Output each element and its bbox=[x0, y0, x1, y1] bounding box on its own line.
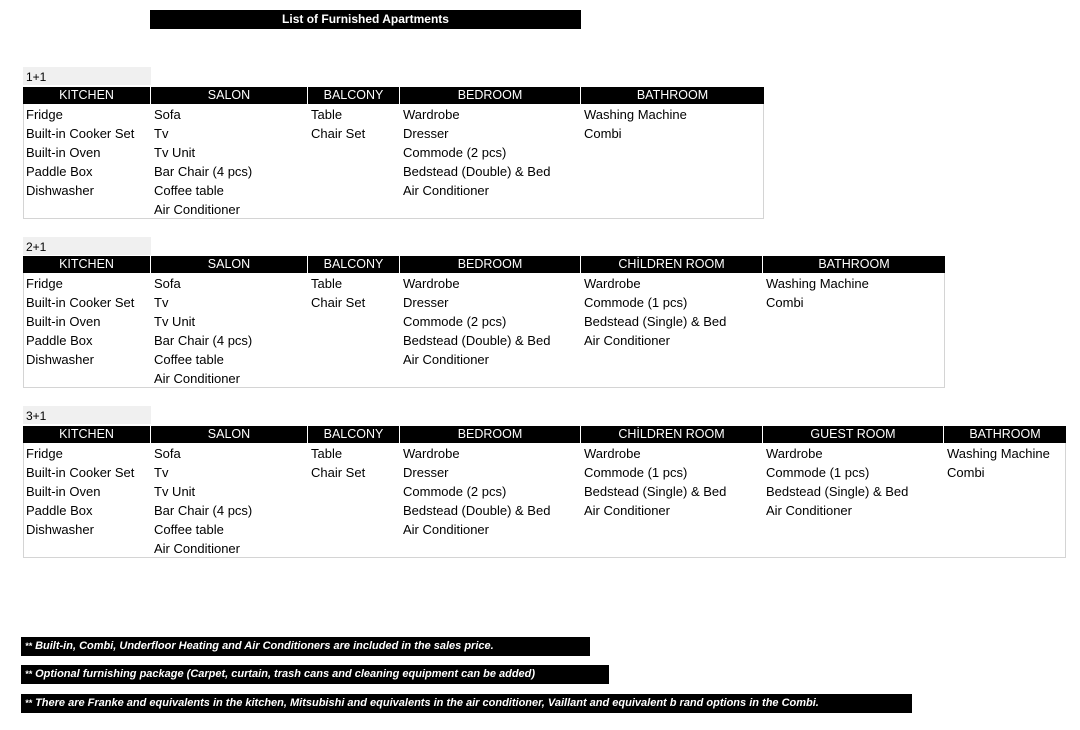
furniture-item: Sofa bbox=[154, 107, 181, 122]
furniture-item: Built-in Cooker Set bbox=[26, 126, 135, 141]
room-column bbox=[151, 256, 308, 388]
furniture-item: Fridge bbox=[26, 276, 63, 291]
room-column bbox=[308, 256, 400, 312]
apartment-table bbox=[23, 87, 764, 219]
furniture-item: Bedstead (Single) & Bed bbox=[584, 484, 727, 499]
apartment-table bbox=[23, 426, 1066, 558]
room-column bbox=[581, 256, 763, 350]
furniture-item: Coffee table bbox=[154, 522, 224, 537]
column-header: BEDROOM bbox=[400, 256, 580, 273]
column-header: KITCHEN bbox=[23, 87, 150, 104]
furniture-item: Air Conditioner bbox=[154, 202, 240, 217]
furniture-item: Paddle Box bbox=[26, 503, 93, 518]
room-column bbox=[151, 87, 308, 219]
furniture-item: Wardrobe bbox=[403, 276, 460, 291]
room-column bbox=[400, 87, 581, 200]
furniture-item: Built-in Oven bbox=[26, 314, 101, 329]
furniture-item: Combi bbox=[584, 126, 622, 141]
furniture-item: Wardrobe bbox=[584, 276, 641, 291]
column-header: KITCHEN bbox=[23, 256, 150, 273]
column-header: GUEST ROOM bbox=[763, 426, 943, 443]
apartment-label: 2+1 bbox=[23, 237, 151, 255]
furniture-item: Paddle Box bbox=[26, 164, 93, 179]
room-column bbox=[23, 256, 151, 369]
room-column bbox=[23, 426, 151, 539]
room-column bbox=[581, 426, 763, 520]
furniture-item: Built-in Oven bbox=[26, 484, 101, 499]
furniture-item: Bar Chair (4 pcs) bbox=[154, 164, 253, 179]
furniture-item: Chair Set bbox=[311, 465, 366, 480]
furniture-item: Table bbox=[311, 276, 343, 291]
furniture-item: Paddle Box bbox=[26, 333, 93, 348]
furniture-item: Bedstead (Single) & Bed bbox=[766, 484, 909, 499]
furniture-item: Built-in Cooker Set bbox=[26, 465, 135, 480]
column-header: BATHROOM bbox=[763, 256, 945, 273]
column-header: CHİLDREN ROOM bbox=[581, 426, 762, 443]
furniture-item: Table bbox=[311, 446, 343, 461]
furniture-item: Built-in Oven bbox=[26, 145, 101, 160]
furniture-item: Commode (2 pcs) bbox=[403, 314, 507, 329]
furniture-item: Dishwasher bbox=[26, 522, 94, 537]
apartment-table bbox=[23, 256, 945, 388]
furniture-item: Bar Chair (4 pcs) bbox=[154, 503, 253, 518]
furniture-item: Dresser bbox=[403, 295, 449, 310]
furniture-item: Tv bbox=[154, 465, 169, 480]
furniture-item: Combi bbox=[947, 465, 985, 480]
furniture-item: Air Conditioner bbox=[154, 541, 240, 556]
column-header: BATHROOM bbox=[581, 87, 764, 104]
furniture-item: Wardrobe bbox=[766, 446, 823, 461]
furniture-item: Chair Set bbox=[311, 126, 366, 141]
furniture-item: Washing Machine bbox=[947, 446, 1050, 461]
furniture-item: Tv Unit bbox=[154, 145, 196, 160]
column-header: SALON bbox=[151, 426, 307, 443]
furniture-item: Bedstead (Double) & Bed bbox=[403, 164, 551, 179]
furniture-item: Bedstead (Double) & Bed bbox=[403, 503, 551, 518]
furniture-item: Wardrobe bbox=[403, 446, 460, 461]
room-column bbox=[763, 256, 945, 312]
furniture-item: Tv bbox=[154, 295, 169, 310]
furniture-item: Tv bbox=[154, 126, 169, 141]
furniture-item: Tv Unit bbox=[154, 484, 196, 499]
room-column bbox=[308, 426, 400, 482]
column-header: BEDROOM bbox=[400, 87, 580, 104]
furniture-item: Wardrobe bbox=[403, 107, 460, 122]
furniture-item: Air Conditioner bbox=[766, 503, 852, 518]
column-header: BALCONY bbox=[308, 256, 399, 273]
column-header: BEDROOM bbox=[400, 426, 580, 443]
furniture-item: Combi bbox=[766, 295, 804, 310]
furniture-item: Air Conditioner bbox=[584, 503, 670, 518]
page-title: List of Furnished Apartments bbox=[150, 10, 581, 29]
furniture-item: Dresser bbox=[403, 465, 449, 480]
column-header: BATHROOM bbox=[944, 426, 1066, 443]
column-header: BALCONY bbox=[308, 426, 399, 443]
column-header: BALCONY bbox=[308, 87, 399, 104]
furniture-item: Coffee table bbox=[154, 352, 224, 367]
room-column bbox=[763, 426, 944, 520]
furniture-item: Dishwasher bbox=[26, 352, 94, 367]
furniture-item: Air Conditioner bbox=[403, 522, 489, 537]
footnote-marker: ** bbox=[25, 641, 33, 651]
furniture-item: Bedstead (Double) & Bed bbox=[403, 333, 551, 348]
column-header: KITCHEN bbox=[23, 426, 150, 443]
furniture-item: Air Conditioner bbox=[154, 371, 240, 386]
footnote-text: Optional furnishing package (Carpet, curtain, trash cans and cleaning equipment can be added) bbox=[35, 668, 536, 680]
furniture-item: Table bbox=[311, 107, 343, 122]
footnote bbox=[21, 694, 912, 713]
room-column bbox=[400, 256, 581, 369]
furniture-item: Air Conditioner bbox=[584, 333, 670, 348]
furniture-item: Commode (1 pcs) bbox=[584, 465, 688, 480]
furniture-item: Washing Machine bbox=[766, 276, 869, 291]
furniture-item: Wardrobe bbox=[584, 446, 641, 461]
footnote-marker: ** bbox=[25, 698, 33, 708]
apartment-label: 1+1 bbox=[23, 67, 151, 85]
column-header: SALON bbox=[151, 256, 307, 273]
room-column bbox=[581, 87, 764, 143]
furniture-item: Air Conditioner bbox=[403, 352, 489, 367]
room-column bbox=[400, 426, 581, 539]
furniture-item: Commode (2 pcs) bbox=[403, 484, 507, 499]
room-column bbox=[23, 87, 151, 200]
furniture-item: Commode (1 pcs) bbox=[766, 465, 870, 480]
furniture-item: Coffee table bbox=[154, 183, 224, 198]
apartment-label: 3+1 bbox=[23, 406, 151, 424]
footnote-text: There are Franke and equivalents in the kitchen, Mitsubishi and equivalents in the air conditioner, Vaillant and equivalent b rand options in the Combi. bbox=[35, 697, 819, 709]
furniture-item: Fridge bbox=[26, 107, 63, 122]
footnote-text: Built-in, Combi, Underfloor Heating and Air Conditioners are included in the sales price. bbox=[35, 640, 494, 652]
furniture-item: Chair Set bbox=[311, 295, 366, 310]
furniture-item: Sofa bbox=[154, 276, 181, 291]
furniture-item: Bedstead (Single) & Bed bbox=[584, 314, 727, 329]
furniture-item: Tv Unit bbox=[154, 314, 196, 329]
footnote bbox=[21, 637, 590, 656]
room-column bbox=[151, 426, 308, 558]
furniture-item: Sofa bbox=[154, 446, 181, 461]
furniture-item: Built-in Cooker Set bbox=[26, 295, 135, 310]
furniture-item: Washing Machine bbox=[584, 107, 687, 122]
furniture-item: Bar Chair (4 pcs) bbox=[154, 333, 253, 348]
room-column bbox=[944, 426, 1066, 482]
room-column bbox=[308, 87, 400, 143]
furniture-item: Commode (2 pcs) bbox=[403, 145, 507, 160]
footnote-marker: ** bbox=[25, 669, 33, 679]
column-header: SALON bbox=[151, 87, 307, 104]
furniture-item: Dresser bbox=[403, 126, 449, 141]
furniture-item: Commode (1 pcs) bbox=[584, 295, 688, 310]
footnote bbox=[21, 665, 609, 684]
furniture-item: Dishwasher bbox=[26, 183, 94, 198]
furniture-item: Fridge bbox=[26, 446, 63, 461]
furniture-item: Air Conditioner bbox=[403, 183, 489, 198]
column-header: CHİLDREN ROOM bbox=[581, 256, 762, 273]
